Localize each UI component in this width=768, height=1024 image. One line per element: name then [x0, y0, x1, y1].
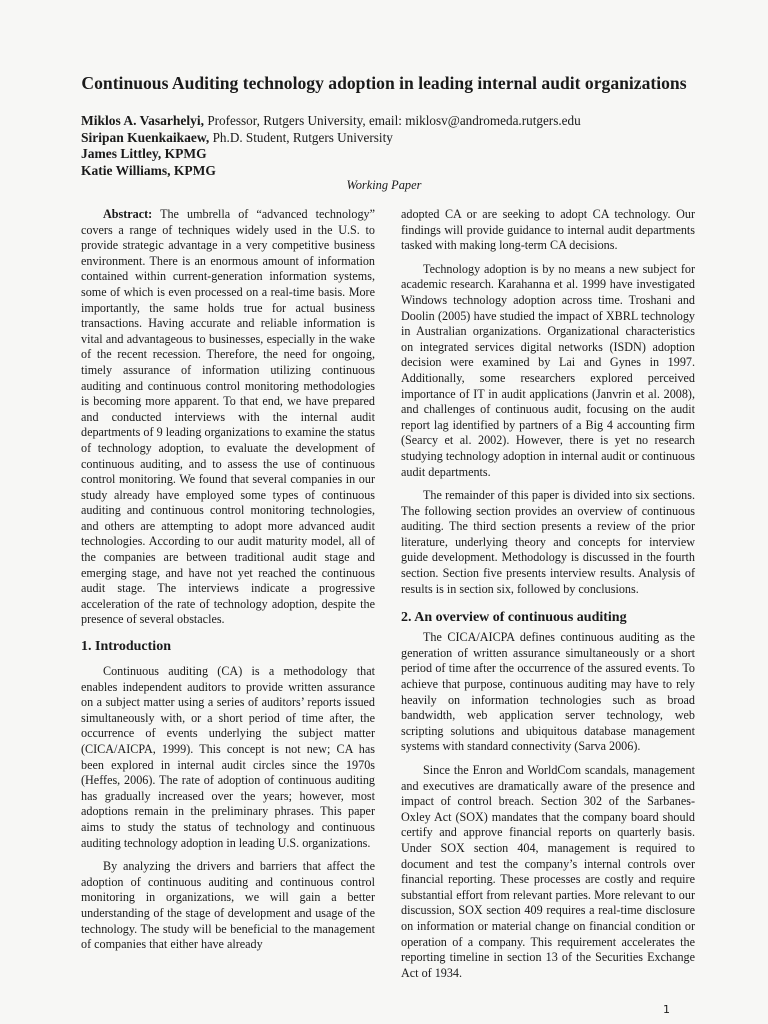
author-list: [81, 113, 701, 179]
body-paragraph: The remainder of this paper is divided into six sections. The following section provides an overview of continuous auditing. The third section presents a review of the prior literature, underlying theory and concepts for interview guide development. Methodology is discussed in the fourth section. Section five presents interview results. Analysis of results is in section six, followed by conclusions.: [401, 488, 695, 596]
left-column: [81, 207, 375, 953]
page-number: 1: [663, 1003, 670, 1016]
body-paragraph: The CICA/AICPA defines continuous auditing as the generation of written assurance simultaneously or a short period of time after the occurrence of the assured events. To achieve that purpose, continuous auditing may have to rely heavily on information technologies such as broad bandwidth, web application server technology, web scripting solutions and ubiquitous database management systems with standard connectivity (Sarva 2006).: [401, 630, 695, 754]
paper-title: Continuous Auditing technology adoption in leading internal audit organizations: [81, 73, 687, 93]
section-heading-overview: 2. An overview of continuous auditing: [401, 610, 627, 626]
section-heading-introduction: 1. Introduction: [81, 639, 171, 655]
author-entry: [81, 113, 701, 130]
abstract-text: The umbrella of “advanced technology” covers a range of techniques widely used in the U.S. to provide strategic advantage in a very competitive business environment. There is an enormous amount of information contained within current-generation information systems, some of which is even processed on a real-time basis. More importantly, the same holds true for actual business transactions. Having accurate and reliable information is vital and advantageous to businesses, especially in the wake of the recent recession. Therefore, the need for ongoing, timely assurance of information utilizing continuous auditing and continuous control monitoring methodologies is becoming more apparent. To that end, we have prepared and conducted interviews with the internal audit departments of 9 leading organizations to examine the status of technology adoption, to evaluate the development of continuous auditing, and to assess the use of continuous control monitoring. We found that several companies in our study already have employed some types of continuous auditing and continuous control monitoring technologies, and others are attempting to adopt more advanced audit technologies. According to our audit maturity model, all of the companies are between traditional audit stage and emerging stage, and have not yet reached the continuous audit stage. The interviews indicate a progressive acceleration of the rate of technology adoption, despite the presence of several obstacles.: [81, 207, 375, 627]
author-entry: [81, 130, 701, 147]
author-entry: [81, 146, 701, 163]
author-entry: [81, 163, 701, 180]
body-paragraph: By analyzing the drivers and barriers that affect the adoption of continuous auditing and continuous control monitoring in organizations, we will gain a better understanding of the stage of development and usage of the technology. The study will be beneficial to the management of companies that either have already: [81, 859, 375, 952]
author-name: Katie Williams, KPMG: [81, 162, 216, 178]
author-affiliation: Ph.D. Student, Rutgers University: [209, 129, 393, 145]
author-affiliation: Professor, Rutgers University, email: miklosv@andromeda.rutgers.edu: [204, 113, 581, 128]
body-paragraph: Technology adoption is by no means a new subject for academic research. Karahanna et al. 1999 have investigated Windows technology adoption across time. Troshani and Doolin (2005) have studied the impact of XBRL technology in Australian organizations. Organizational characteristics on integrated services digital networks (ISDN) adoption decision were examined by Lai and Gynes in 1997. Additionally, some researchers explored perceived importance of IT in audit applications (Janvrin et al. 2008), and challenges of continuous audit, focusing on the audit report lag identified by partners of a Big 4 accounting firm (Searcy et al. 2002). However, there is yet no research studying technology adoption in internal audit or continuous audit departments.: [401, 261, 695, 479]
body-paragraph: Since the Enron and WorldCom scandals, management and executives are dramatically aware of the presence and impact of control breach. Section 302 of the Sarbanes-Oxley Act (SOX) mandates that the company board should certify and approve financial reports on quarterly basis. Under SOX section 404, management is required to document and test the company’s internal controls over financial reporting. These processes are costly and require substantial effort from relevant parties. More relevant to our discussion, SOX section 409 requires a real-time disclosure on information or material change on financial condition or operation of a company. This requirement accelerates the reporting timeline in section 13 of the Securities Exchange Act of 1934.: [401, 763, 695, 980]
author-name: James Littley, KPMG: [81, 146, 207, 161]
author-name: Siripan Kuenkaikaew,: [81, 129, 210, 145]
author-name: Miklos A. Vasarhelyi,: [81, 113, 205, 128]
abstract-paragraph: [81, 207, 375, 628]
right-column: [401, 207, 695, 981]
abstract-label: Abstract:: [103, 207, 153, 221]
body-paragraph: Continuous auditing (CA) is a methodology that enables independent auditors to provide written assurance on a subject matter using a series of auditors’ reports issued simultaneously with, or a short period of time after, the occurrence of events underlying the subject matter (CICA/AICPA, 1999). This concept is not new; CA has been explored in internal audit circles since the 1970s (Heffes, 2006). The rate of adoption of continuous auditing has gradually increased over the years; however, most adoptions remain in the preliminary phrases. This paper aims to study the status of technology and continuous auditing technology adoption in leading U.S. organizations.: [81, 664, 375, 850]
working-paper-label: Working Paper: [346, 178, 422, 192]
body-paragraph: adopted CA or are seeking to adopt CA technology. Our findings will provide guidance to internal audit departments tasked with making long-term CA decisions.: [401, 207, 695, 253]
